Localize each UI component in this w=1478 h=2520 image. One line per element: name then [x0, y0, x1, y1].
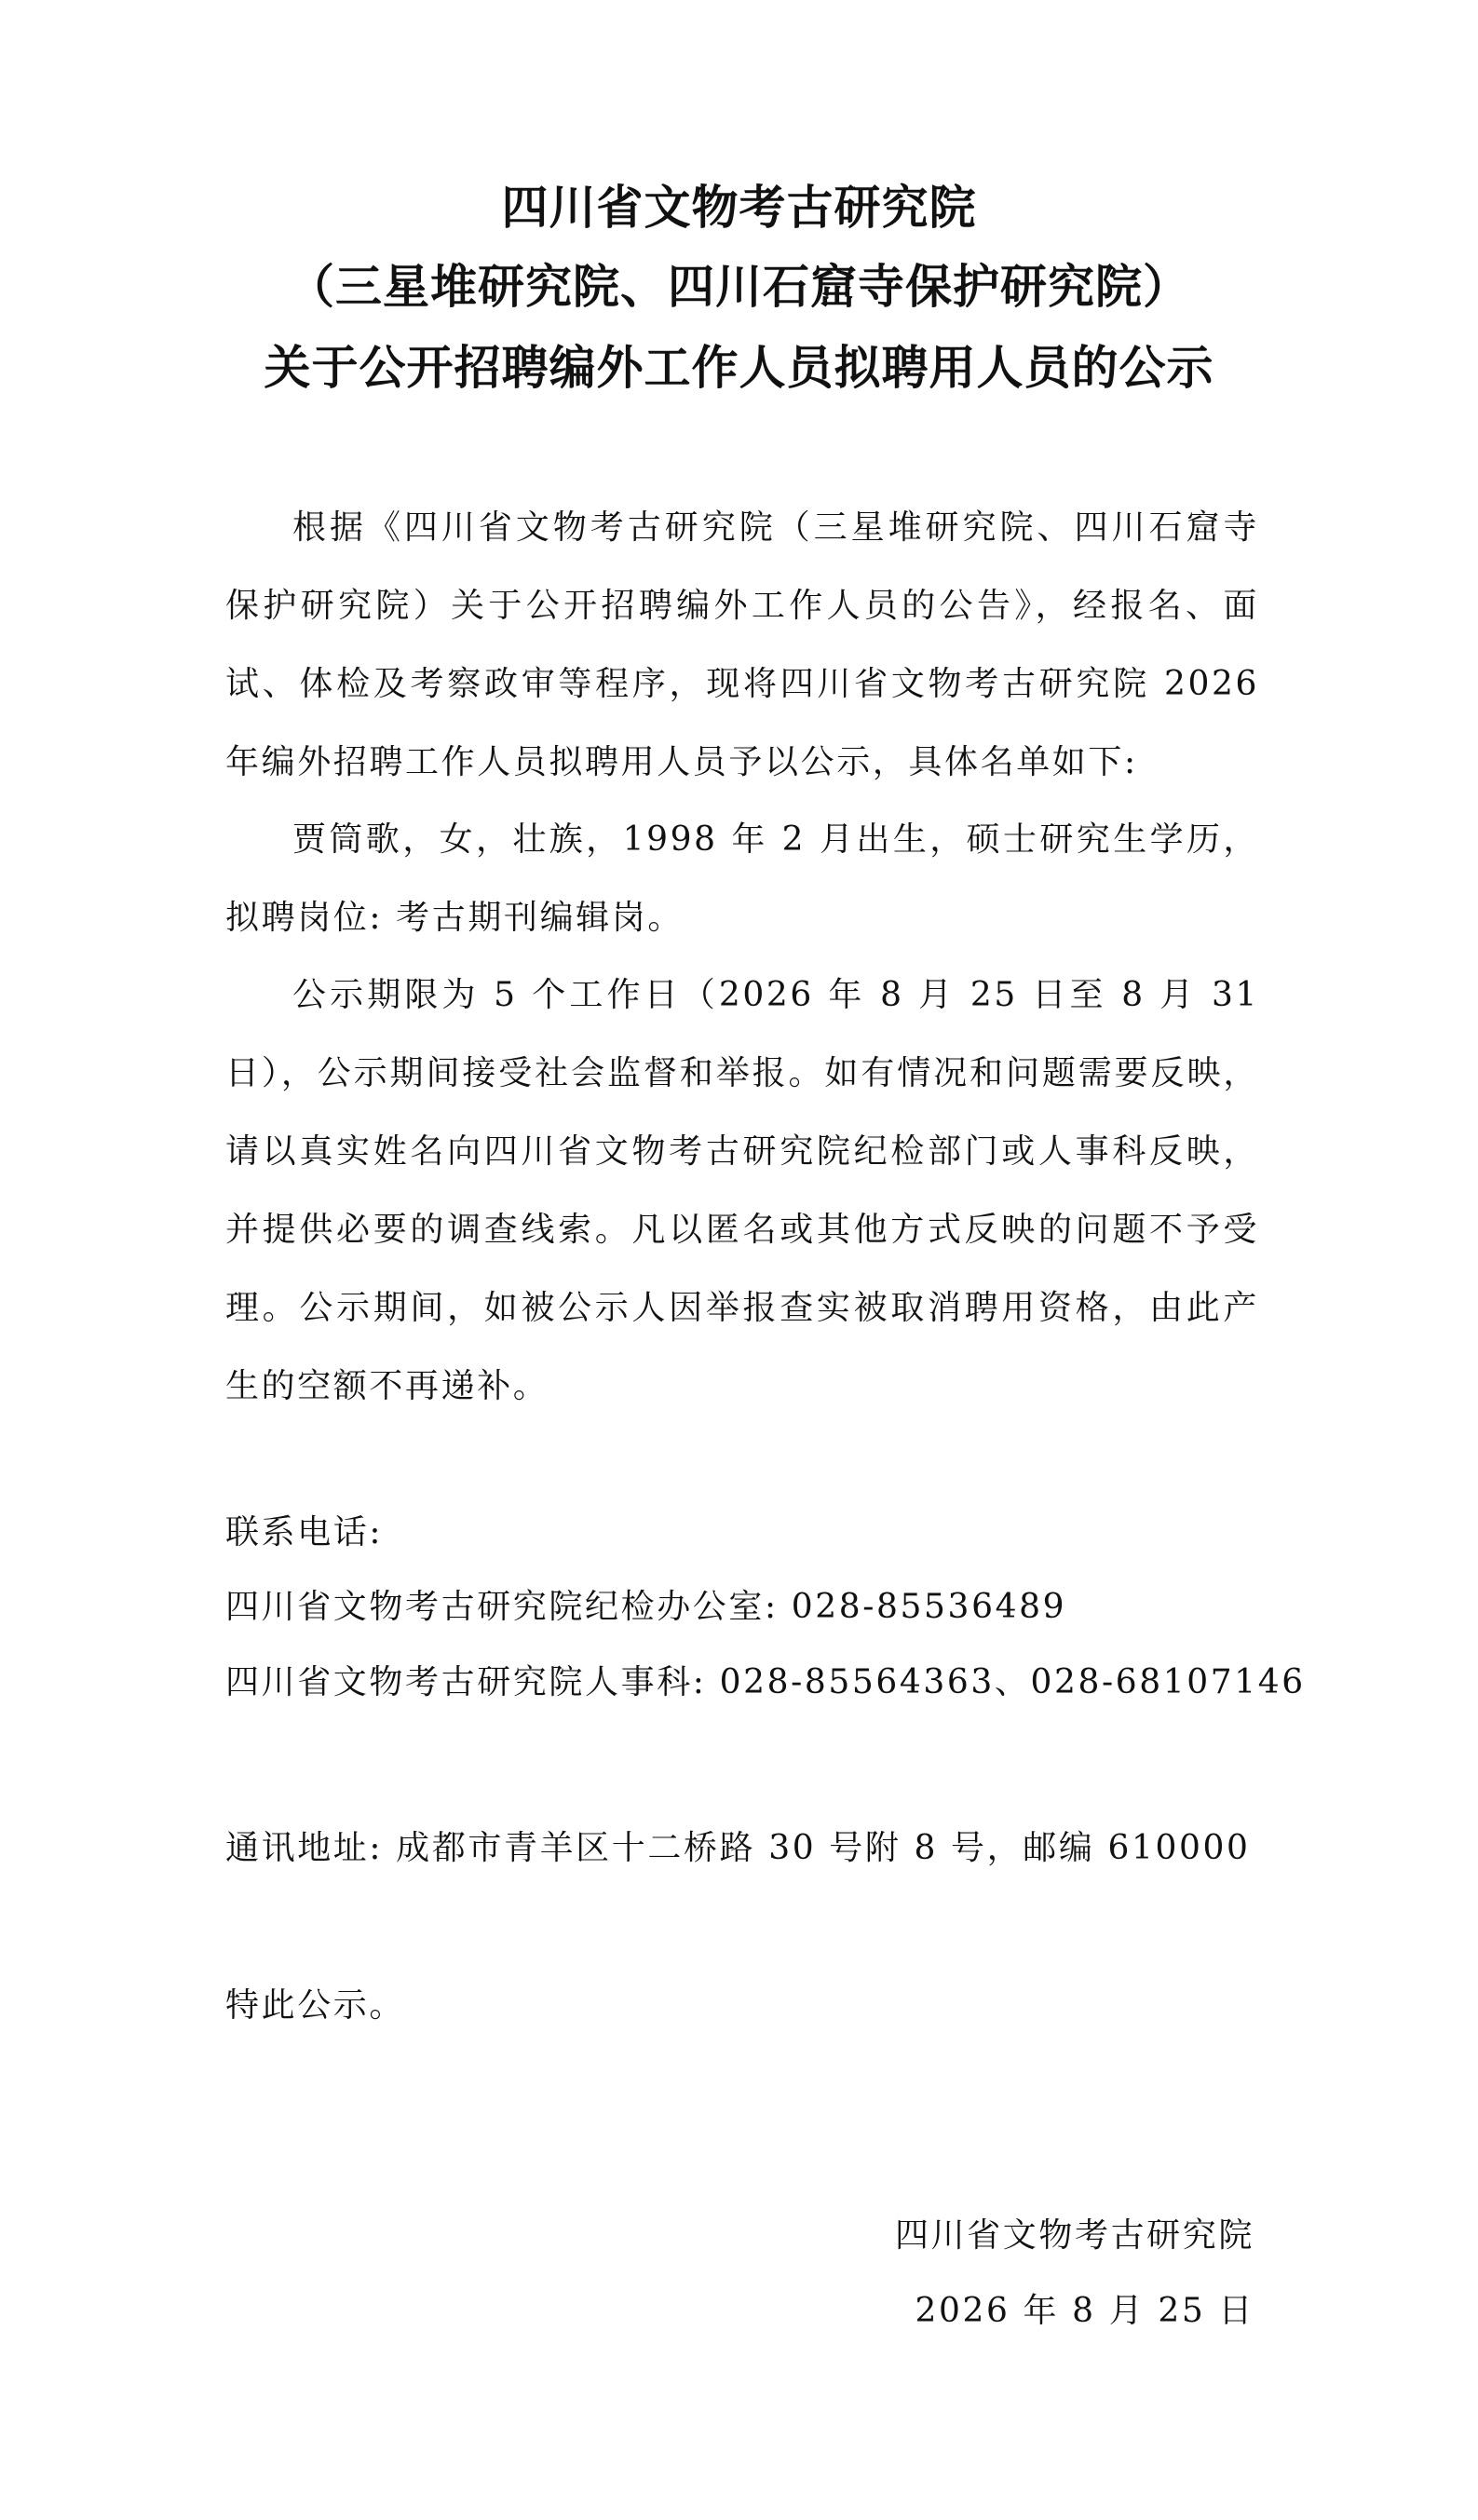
paragraph-text: 贾筒歌，女，壮族，1998 年 2 月出生，硕士研究生学历，拟聘岗位: 考古期刊编辑岗。 — [225, 820, 1259, 937]
contact-label: 联系电话: — [225, 1513, 384, 1551]
body-paragraph-announcement — [225, 489, 1259, 802]
contact-line-hr-office: 四川省文物考古研究院人事科: 028-85564363、028-68107146 — [225, 1663, 1306, 1701]
body-paragraph-candidate — [225, 801, 1259, 957]
title-line-2: （三星堆研究院、四川石窟寺保护研究院） — [288, 259, 1190, 314]
title-line-1: 四川省文物考古研究院 — [501, 180, 977, 235]
closing-remark: 特此公示。 — [225, 1986, 406, 2025]
paragraph-text: 根据《四川省文物考古研究院（三星堆研究院、四川石窟寺保护研究院）关于公开招聘编外工作人员的公告》，经报名、面试、体检及考察政审等程序，现将四川省文物考古研究院 2026 年编外招聘工作人员拟聘用人员予以公示，具体名单如下: — [225, 508, 1259, 781]
paragraph-text: 公示期限为 5 个工作日（2026 年 8 月 25 日至 8 月 31 日），公示期间接受社会监督和举报。如有情况和问题需要反映，请以真实姓名向四川省文物考古研究院纪检部门或人事科反映，并提供必要的调查线索。凡以匿名或其他方式反映的问题不予受理。公示期间，如被公示人因举报查实被取消聘用资格，由此产生的空额不再递补。 — [225, 976, 1259, 1405]
body-paragraph-notice-period — [225, 956, 1259, 1426]
contact-line-discipline-office: 四川省文物考古研究院纪检办公室: 028-85536489 — [225, 1588, 1067, 1626]
signature-organization: 四川省文物考古研究院 — [894, 2216, 1254, 2255]
title-line-3: 关于公开招聘编外工作人员拟聘用人员的公示 — [264, 340, 1214, 395]
mailing-address: 通讯地址: 成都市青羊区十二桥路 30 号附 8 号，邮编 610000 — [225, 1829, 1251, 1867]
signature-date: 2026 年 8 月 25 日 — [915, 2292, 1254, 2330]
